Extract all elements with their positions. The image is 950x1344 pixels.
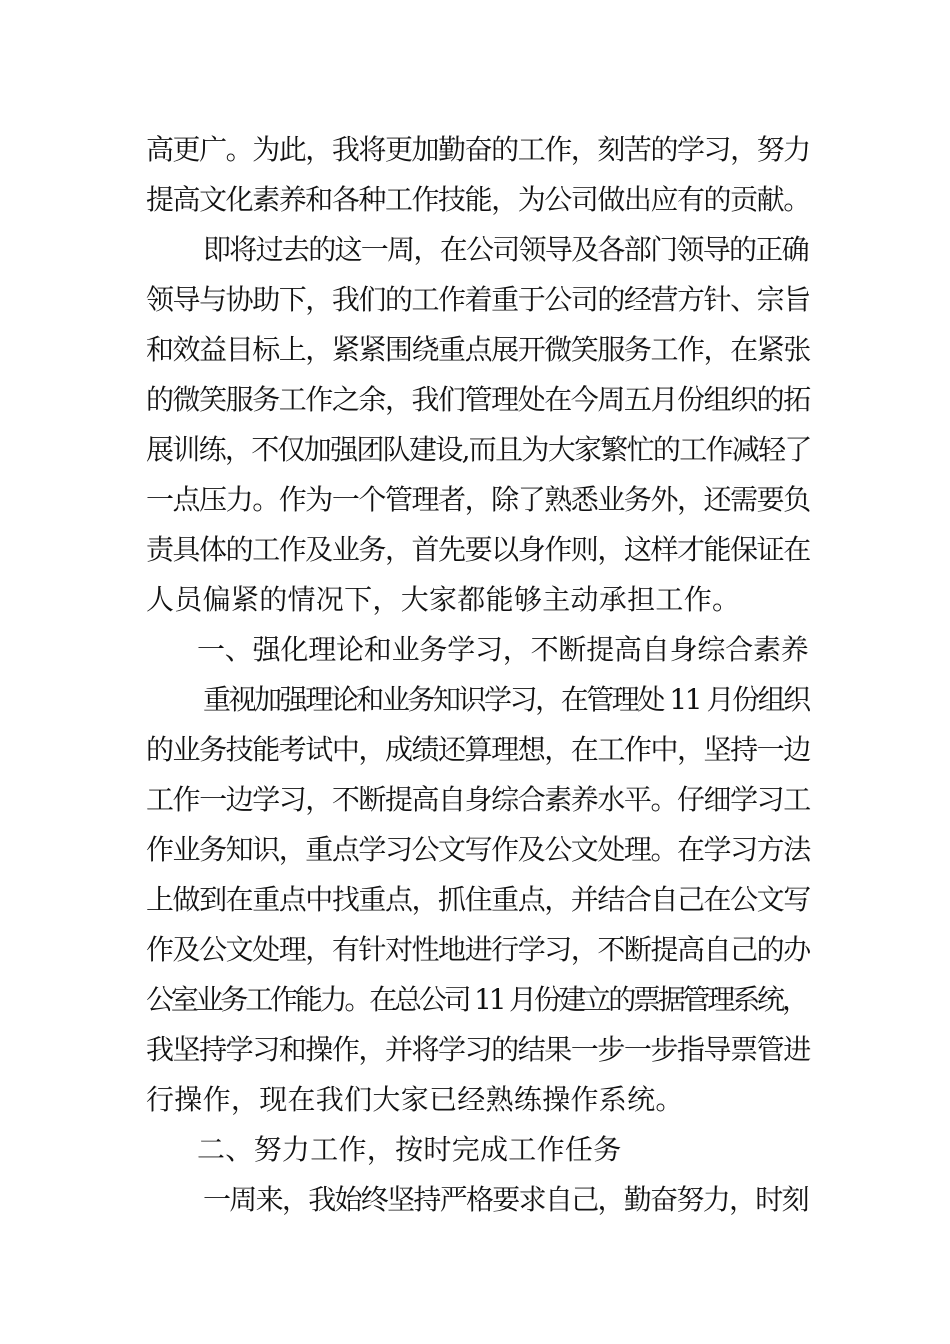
text-line: 我坚持学习和操作，并将学习的结果一步一步指导票管进 — [146, 1033, 810, 1066]
section-heading-2: 二、努力工作，按时完成工作任务 — [197, 1133, 622, 1166]
text-line: 展训练，不仅加强团队建设,而且为大家繁忙的工作减轻了 — [146, 433, 811, 466]
section-heading-1: 一、强化理论和业务学习，不断提高自身综合素养 — [197, 633, 809, 666]
text-line: 和效益目标上，紧紧围绕重点展开微笑服务工作，在紧张 — [146, 333, 810, 366]
text-line: 作及公文处理，有针对性地进行学习，不断提高自己的办 — [146, 933, 810, 966]
paragraph-start: 重视加强理论和业务知识学习，在管理处 11 月份组织 — [203, 683, 809, 716]
text-line: 领导与协助下，我们的工作着重于公司的经营方针、宗旨 — [146, 283, 810, 316]
paragraph-start: 即将过去的这一周，在公司领导及各部门领导的正确 — [203, 233, 808, 266]
text-line: 责具体的工作及业务，首先要以身作则，这样才能保证在 — [146, 533, 810, 566]
text-line: 作业务知识，重点学习公文写作及公文处理。在学习方法 — [146, 833, 810, 866]
text-line: 工作一边学习，不断提高自身综合素养水平。仔细学习工 — [146, 783, 810, 816]
text-line: 的业务技能考试中，成绩还算理想，在工作中，坚持一边 — [146, 733, 810, 766]
text-line: 的微笑服务工作之余，我们管理处在今周五月份组织的拓 — [146, 383, 810, 416]
text-line: 一点压力。作为一个管理者，除了熟悉业务外，还需要负 — [146, 483, 810, 516]
text-line: 提高文化素养和各种工作技能，为公司做出应有的贡献。 — [146, 183, 810, 216]
text-line: 公室业务工作能力。在总公司 11 月份建立的票据管理系统， — [146, 983, 807, 1016]
text-line: 行操作，现在我们大家已经熟练操作系统。 — [146, 1083, 684, 1116]
text-line: 高更广。为此，我将更加勤奋的工作，刻苦的学习，努力 — [146, 133, 810, 166]
text-line: 上做到在重点中找重点，抓住重点，并结合自己在公文写 — [146, 883, 810, 916]
text-line: 人员偏紧的情况下，大家都能够主动承担工作。 — [146, 583, 741, 616]
paragraph-start: 一周来，我始终坚持严格要求自己，勤奋努力，时刻 — [203, 1183, 808, 1216]
